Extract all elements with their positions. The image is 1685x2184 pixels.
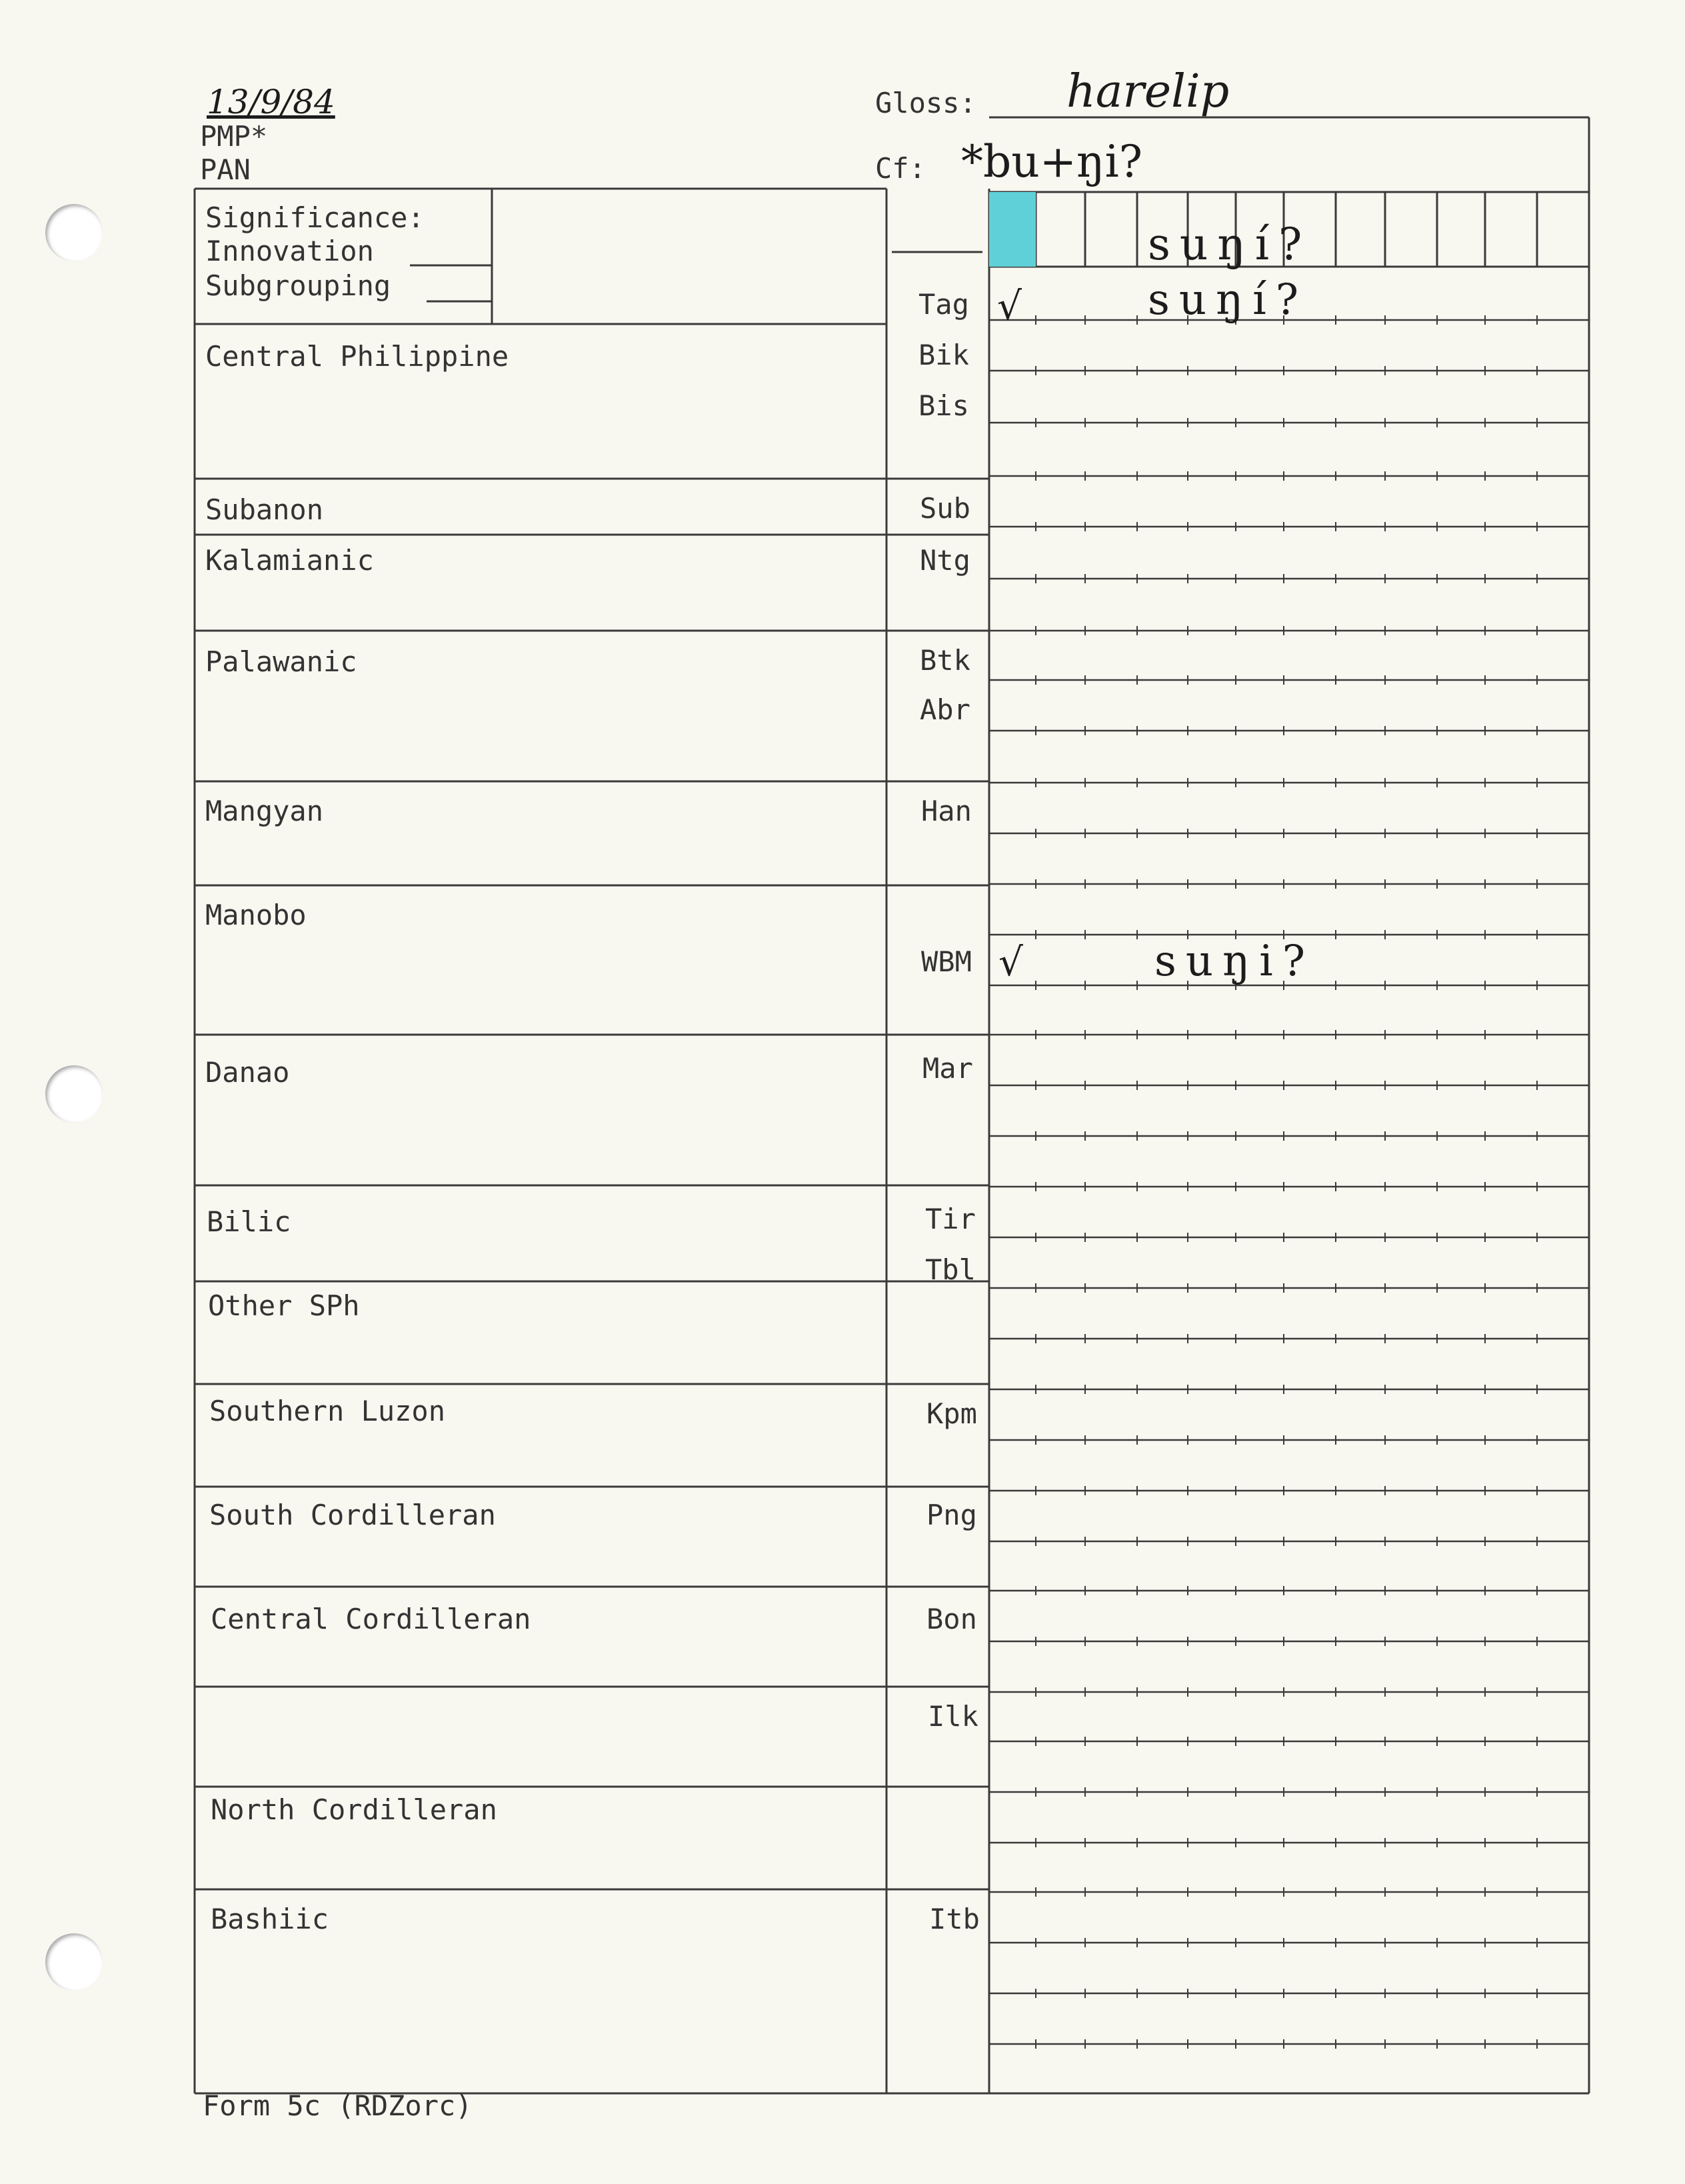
lang-sub: Sub [920, 492, 970, 525]
header-row-entry: suŋí? [1148, 219, 1312, 270]
lang-abr: Abr [920, 693, 970, 726]
subgrouping-label: Subgrouping [205, 269, 391, 302]
level-pan: PAN [200, 153, 251, 186]
lang-png: Png [926, 1499, 977, 1531]
group-bilic: Bilic [207, 1205, 291, 1238]
group-palawanic: Palawanic [205, 645, 357, 678]
lang-tag: Tag [918, 288, 969, 321]
tag-check: √ [997, 283, 1022, 329]
lang-tir: Tir [925, 1203, 976, 1235]
innovation-label: Innovation [205, 235, 374, 267]
group-manobo: Manobo [205, 899, 307, 931]
wbm-check: √ [998, 939, 1023, 985]
lang-ntg: Ntg [920, 544, 970, 577]
group-southern-luzon: Southern Luzon [209, 1395, 446, 1427]
lang-han: Han [921, 795, 972, 827]
group-bashiic: Bashiic [211, 1903, 329, 1935]
group-mangyan: Mangyan [205, 795, 324, 827]
tag-form: suŋí? [1148, 275, 1308, 325]
group-north-cordilleran: North Cordilleran [211, 1793, 497, 1826]
group-danao: Danao [205, 1056, 290, 1089]
group-south-cordilleran: South Cordilleran [209, 1499, 496, 1531]
lang-btk: Btk [920, 644, 970, 677]
gloss-label: Gloss: [875, 87, 976, 119]
cf-label: Cf: [875, 152, 926, 185]
group-other-sph: Other SPh [208, 1289, 360, 1322]
lang-wbm: WBM [921, 945, 972, 978]
date-text: 13/9/84 [207, 83, 335, 121]
lang-tbl: Tbl [925, 1253, 976, 1286]
lang-itb: Itb [929, 1903, 980, 1935]
lang-ilk: Ilk [928, 1700, 978, 1733]
group-central-philippine: Central Philippine [205, 340, 509, 373]
lang-bis: Bis [918, 389, 969, 422]
group-kalamianic: Kalamianic [205, 544, 374, 577]
form-footer: Form 5c (RDZorc) [203, 2089, 473, 2122]
level-pmp: PMP* [200, 120, 268, 153]
group-subanon: Subanon [205, 493, 324, 526]
group-central-cordilleran: Central Cordilleran [211, 1603, 531, 1635]
lang-bon: Bon [926, 1603, 977, 1635]
lang-kpm: Kpm [926, 1397, 977, 1430]
lang-mar: Mar [922, 1052, 973, 1085]
wbm-form: suŋi? [1154, 937, 1315, 986]
highlight-cell [989, 192, 1036, 267]
significance-title: Significance: [205, 201, 425, 234]
lang-bik: Bik [918, 339, 969, 371]
cf-value: *bu+ŋi? [961, 136, 1143, 187]
gloss-value: harelip [1066, 65, 1230, 118]
